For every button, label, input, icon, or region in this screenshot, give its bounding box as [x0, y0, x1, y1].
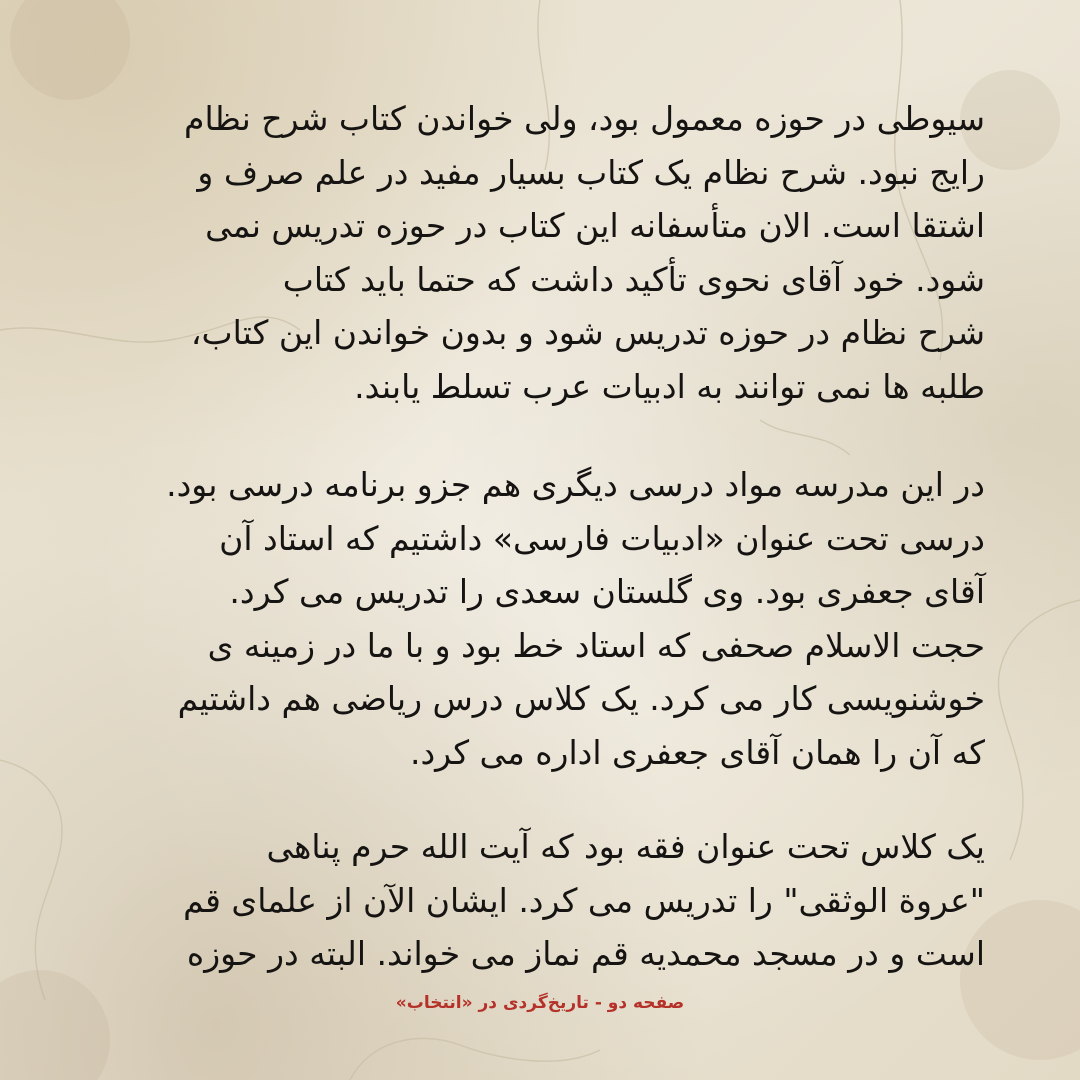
text-line: است و در مسجد محمدیه قم نماز می خواند. البته در حوزه [186, 934, 985, 973]
crease-line [350, 1038, 600, 1080]
text-line: شرح نظام در حوزه تدریس شود و بدون خواندن این کتاب، [190, 313, 985, 352]
text-line: سیوطی در حوزه معمول بود، ولی خواندن کتاب شرح نظام [184, 99, 985, 138]
stain [0, 970, 110, 1080]
text-line: "عروة الوثقی" را تدریس می کرد. ایشان الآن از علمای قم [183, 880, 985, 920]
paragraph-1 [95, 92, 985, 413]
text-line: آقای جعفری بود. وی گلستان سعدی را تدریس می کرد. [229, 572, 985, 611]
paragraph-3 [95, 820, 985, 981]
crease-line [0, 760, 62, 1000]
page-footer: صفحه دو - تاریخ‌گردی در «انتخاب» [395, 993, 685, 1013]
text-line: درسی تحت عنوان «ادبیات فارسی» داشتیم که استاد آن [219, 518, 985, 558]
stain [10, 0, 130, 100]
text-line: در این مدرسه مواد درسی دیگری هم جزو برنامه درسی بود. [166, 465, 985, 504]
text-line: خوشنویسی کار می کرد. یک کلاس درس ریاضی هم داشتیم [177, 679, 985, 718]
text-line: که آن را همان آقای جعفری اداره می کرد. [409, 732, 985, 772]
text-line: اشتقا است. الان متأسفانه این کتاب در حوزه تدریس نمی [205, 206, 985, 245]
crease-line [760, 420, 850, 455]
text-line: یک کلاس تحت عنوان فقه بود که آیت الله حرم پناهی [266, 827, 985, 866]
text-line: حجت الاسلام صحفی که استاد خط بود و با ما در زمینه ی [207, 625, 985, 665]
paragraph-2 [95, 458, 985, 779]
text-line: رایج نبود. شرح نظام یک کتاب بسیار مفید در علم صرف و [197, 152, 985, 192]
text-line: طلبه ها نمی توانند به ادبیات عرب تسلط یابند. [354, 366, 985, 406]
text-line: شود. خود آقای نحوی تأکید داشت که حتما باید کتاب [282, 259, 985, 299]
crease-line [998, 600, 1080, 860]
